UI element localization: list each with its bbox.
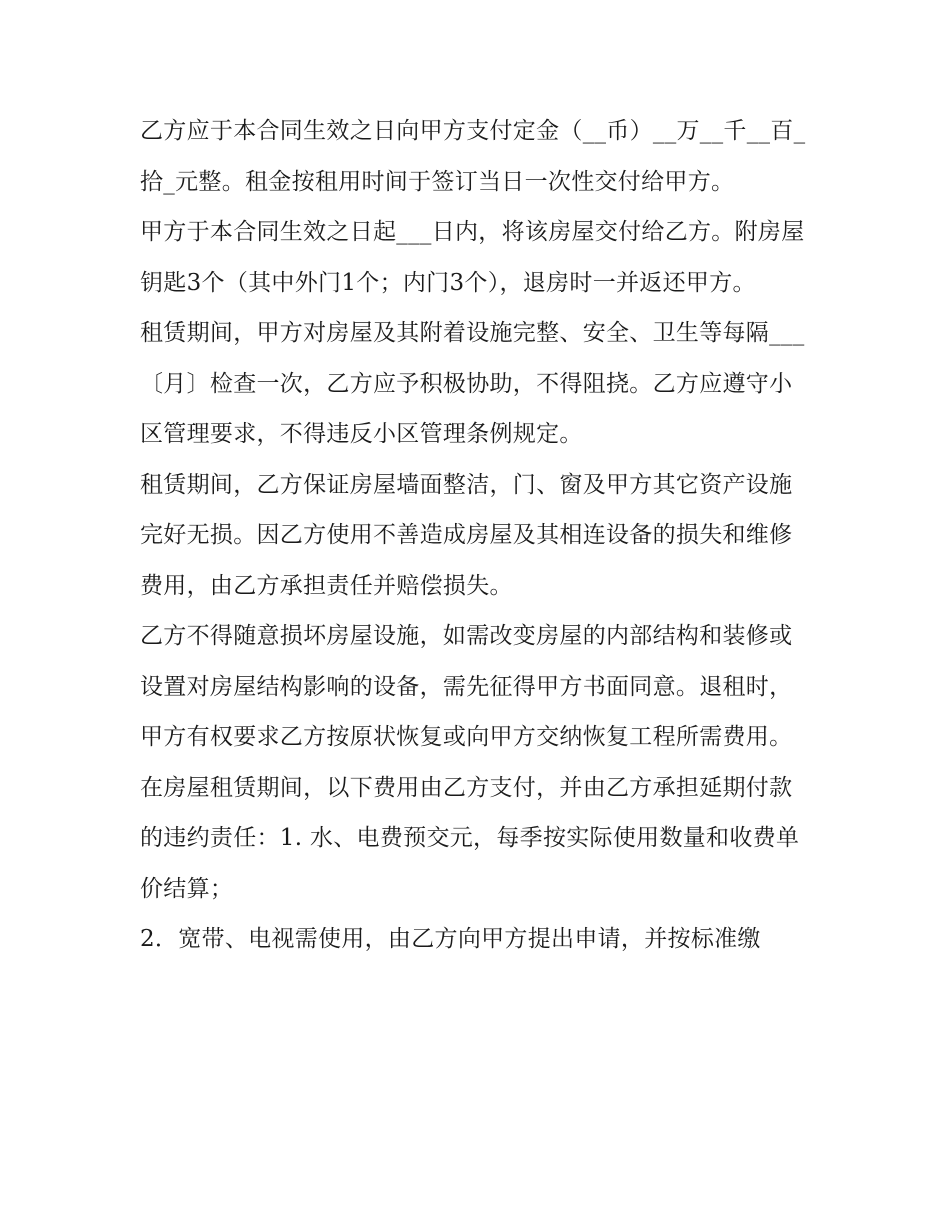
paragraph-fees: 在房屋租赁期间，以下费用由乙方支付，并由乙方承担延期付款的违约责任：1. 水、电费预交元，每季按实际使用数量和收费单价结算； (140, 774, 800, 902)
paragraph-alterations: 乙方不得随意损坏房屋设施，如需改变房屋的内部结构和装修或设置对房屋结构影响的设备，需先征得甲方书面同意。退租时，甲方有权要求乙方按原状恢复或向甲方交纳恢复工程所需费用。 (140, 623, 793, 750)
paragraph-broadband: 2．宽带、电视需使用，由乙方向甲方提出申请，并按标准缴 (140, 926, 761, 952)
document-body (140, 106, 812, 965)
paragraph-inspection: 租赁期间，甲方对房屋及其附着设施完整、安全、卫生等每隔___〔月〕检查一次，乙方应予积极协助，不得阻挠。乙方应遵守小区管理要求，不得违反小区管理条例规定。 (140, 320, 805, 447)
paragraph-maintenance: 租赁期间，乙方保证房屋墙面整洁，门、窗及甲方其它资产设施完好无损。因乙方使用不善造成房屋及其相连设备的损失和维修费用，由乙方承担责任并赔偿损失。 (140, 471, 793, 599)
paragraph-handover: 甲方于本合同生效之日起___日内，将该房屋交付给乙方。附房屋钥匙3个（其中外门1个；内门3个），退房时一并返还甲方。 (140, 219, 805, 296)
paragraph-deposit: 乙方应于本合同生效之日向甲方支付定金（__币）__万__千__百_拾_元整。租金按租用时间于签订当日一次性交付给甲方。 (140, 118, 806, 195)
